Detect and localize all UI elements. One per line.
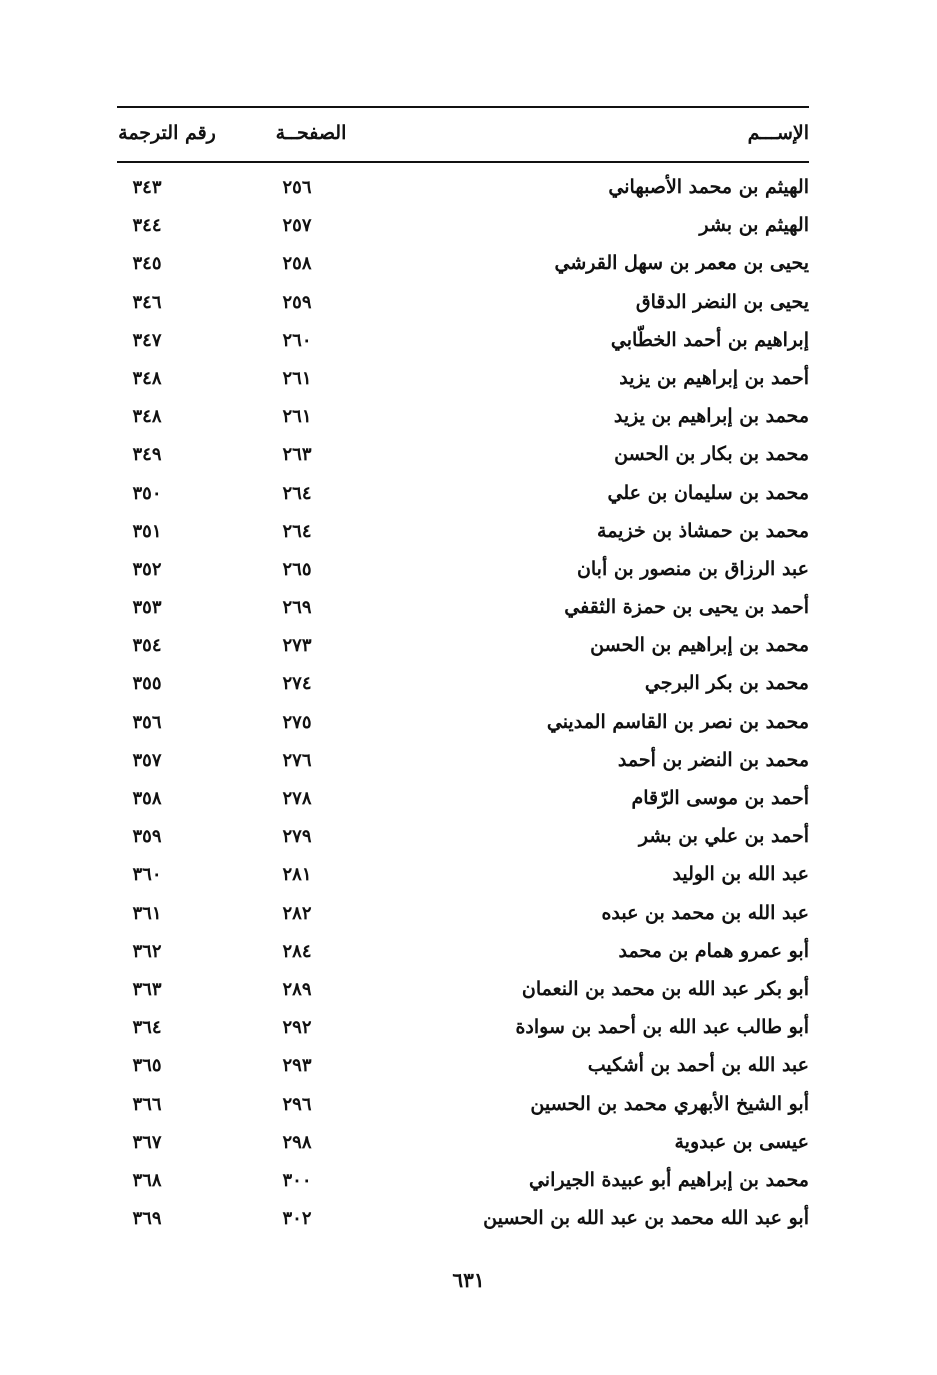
entry-number: ٣٤٦ [132, 291, 162, 313]
table-row [117, 743, 809, 781]
entry-number: ٣٦٩ [132, 1208, 162, 1230]
entry-number: ٣٥٦ [132, 711, 162, 733]
table-row [117, 628, 809, 666]
table-row [117, 1201, 809, 1239]
page-number: ٦٣١ [452, 1268, 485, 1292]
entry-name: عيسى بن عبدوية [674, 1130, 809, 1153]
entry-name: محمد بن بكر البرجي [644, 672, 809, 695]
table-row [117, 1010, 809, 1048]
header-entry-number: رقم الترجمة [118, 122, 216, 144]
entry-number: ٣٤٥ [132, 253, 162, 275]
entry-name: يحيى بن معمر بن سهل القرشي [554, 252, 809, 275]
entry-name: عبد الله بن الوليد [672, 863, 809, 886]
entry-page: ٢٧٤ [282, 673, 312, 695]
entry-page: ٢٦٣ [282, 444, 312, 466]
entry-number: ٣٤٨ [132, 367, 162, 389]
entry-number: ٣٤٣ [132, 177, 162, 198]
entry-page: ٢٨١ [282, 864, 312, 886]
entry-number: ٣٦٠ [132, 864, 162, 886]
table-row [117, 705, 809, 743]
entry-page: ٣٠٠ [282, 1169, 312, 1191]
table-row [117, 1163, 809, 1201]
entry-name: أحمد بن علي بن بشر [638, 825, 809, 848]
entry-page: ٢٩٣ [282, 1055, 312, 1077]
table-row [117, 781, 809, 819]
entry-number: ٣٥٧ [132, 749, 162, 771]
entry-name: أبو عمرو همام بن محمد [618, 939, 809, 962]
table-body [117, 170, 809, 1239]
entry-name: أبو الشيخ الأبهري محمد بن الحسين [530, 1092, 809, 1115]
table-row [117, 246, 809, 284]
entry-number: ٣٦٦ [132, 1093, 162, 1115]
header-rule [117, 161, 809, 163]
entry-name: يحيى بن النضر الدقاق [635, 290, 809, 313]
entry-name: محمد بن إبراهيم أبو عبيدة الجيراني [528, 1168, 809, 1191]
entry-number: ٣٤٤ [132, 215, 162, 237]
entry-number: ٣٥٣ [132, 597, 162, 619]
entry-number: ٣٥٤ [132, 635, 162, 657]
entry-number: ٣٥٢ [132, 558, 162, 580]
entry-number: ٣٦٣ [132, 978, 162, 1000]
entry-name: عبد الله بن محمد بن عبده [601, 901, 809, 924]
entry-page: ٢٦١ [282, 406, 312, 428]
table-row [117, 1048, 809, 1086]
entry-number: ٣٦٧ [132, 1131, 162, 1153]
entry-page: ٢٦٤ [282, 482, 312, 504]
entry-page: ٢٨٩ [282, 978, 312, 1000]
entry-number: ٣٤٩ [132, 444, 162, 466]
entry-number: ٣٦١ [132, 902, 162, 924]
entry-name: محمد بن إبراهيم بن يزيد [613, 405, 809, 428]
entry-page: ٢٧٥ [282, 711, 312, 733]
entry-page: ٢٩٢ [282, 1017, 312, 1039]
table-row [117, 476, 809, 514]
entry-number: ٣٦٢ [132, 940, 162, 962]
table-row [117, 819, 809, 857]
table-row [117, 972, 809, 1010]
entry-name: محمد بن حمشاذ بن خزيمة [597, 519, 809, 542]
entry-page: ٢٧٣ [282, 635, 312, 657]
table-row [117, 1125, 809, 1163]
entry-page: ٢٦٥ [282, 558, 312, 580]
entry-name: أحمد بن إبراهيم بن يزيد [619, 366, 809, 389]
table-row [117, 437, 809, 475]
table-row [117, 552, 809, 590]
header-name: الإســـم [747, 122, 809, 144]
table-row [117, 590, 809, 628]
entry-page: ٢٩٨ [282, 1131, 312, 1153]
table-row [117, 666, 809, 704]
entry-number: ٣٤٨ [132, 406, 162, 428]
table-row [117, 934, 809, 972]
entry-page: ٢٥٦ [282, 177, 312, 198]
table-row [117, 857, 809, 895]
entry-page: ٢٨٤ [282, 940, 312, 962]
entry-page: ٢٥٧ [282, 215, 312, 237]
entry-number: ٣٥٠ [132, 482, 162, 504]
entry-number: ٣٥٩ [132, 826, 162, 848]
entry-name: أحمد بن موسى الرّقام [631, 787, 809, 809]
entry-name: إبراهيم بن أحمد الخطّابي [610, 328, 809, 351]
entry-page: ٢٩٦ [282, 1093, 312, 1115]
entry-page: ٢٦١ [282, 367, 312, 389]
entry-page: ٢٦٤ [282, 520, 312, 542]
entry-name: أبو بكر عبد الله بن محمد بن النعمان [521, 977, 809, 1000]
entry-page: ٢٥٨ [282, 253, 312, 275]
table-row [117, 399, 809, 437]
entry-name: أحمد بن يحيى بن حمزة الثقفي [564, 596, 809, 619]
table-row [117, 514, 809, 552]
entry-name: محمد بن إبراهيم بن الحسن [590, 634, 809, 657]
entry-name: أبو عبد الله محمد بن عبد الله بن الحسين [483, 1207, 809, 1230]
entry-page: ٢٨٢ [282, 902, 312, 924]
entry-page: ٢٧٨ [282, 788, 312, 809]
entry-name: الهيثم بن محمد الأصبهاني [608, 176, 809, 198]
entry-number: ٣٥١ [132, 520, 162, 542]
entry-name: محمد بن سليمان بن علي [607, 481, 809, 504]
entry-number: ٣٦٥ [132, 1055, 162, 1077]
table-row [117, 285, 809, 323]
entry-page: ٢٦٠ [282, 329, 312, 351]
entry-name: محمد بن بكار بن الحسن [614, 443, 809, 466]
entry-name: الهيثم بن بشر [699, 214, 809, 237]
entry-name: أبو طالب عبد الله بن أحمد بن سوادة [515, 1016, 809, 1039]
entry-page: ٢٥٩ [282, 291, 312, 313]
header-page: الصفحــة [275, 122, 347, 144]
table-row [117, 896, 809, 934]
entry-page: ٢٧٦ [282, 749, 312, 771]
entry-name: محمد بن نصر بن القاسم المديني [546, 710, 809, 733]
entry-number: ٣٤٧ [132, 329, 162, 351]
entry-number: ٣٦٤ [132, 1017, 162, 1039]
table-row [117, 170, 809, 208]
table-row [117, 361, 809, 399]
entry-number: ٣٦٨ [132, 1169, 162, 1191]
entry-name: عبد الرزاق بن منصور بن أبان [576, 557, 809, 580]
entry-name: عبد الله بن أحمد بن أشكيب [587, 1054, 809, 1077]
entry-page: ٢٦٩ [282, 597, 312, 619]
table-row [117, 323, 809, 361]
table-row [117, 1087, 809, 1125]
entry-number: ٣٥٨ [132, 788, 162, 809]
entry-page: ٣٠٢ [282, 1208, 312, 1230]
top-rule [117, 106, 809, 108]
table-header [117, 118, 809, 154]
entry-name: محمد بن النضر بن أحمد [617, 748, 809, 771]
entry-number: ٣٥٥ [132, 673, 162, 695]
table-row [117, 208, 809, 246]
entry-page: ٢٧٩ [282, 826, 312, 848]
